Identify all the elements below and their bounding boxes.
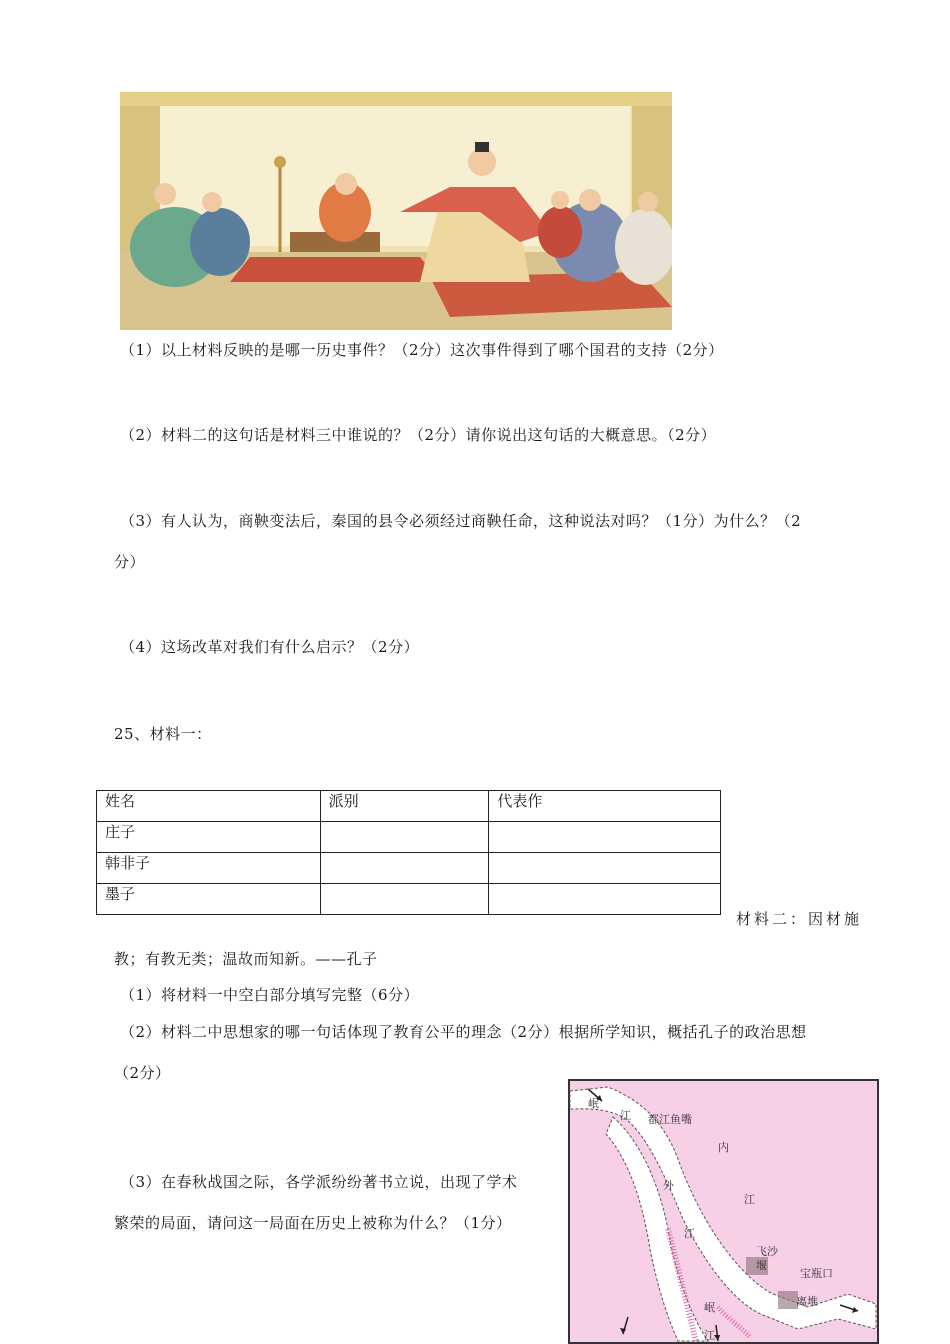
table-cell [320,884,489,915]
table-cell [489,822,721,853]
map-label-wai: 外 [663,1179,674,1192]
material-2-label: 材料二：因材施 [736,910,863,928]
table-cell [320,853,489,884]
map-label-feisha: 飞沙 [756,1245,778,1258]
question-25-2-continued: （2分） [114,1064,171,1082]
dujiangyan-map [568,1079,879,1344]
table-cell: 墨子 [97,884,321,915]
question-24-4: （4）这场改革对我们有什么启示？（2分） [120,638,420,656]
thinkers-table [96,790,721,915]
map-label-jiang: 江 [684,1227,695,1240]
table-cell [489,853,721,884]
map-label-jiang: 江 [620,1109,631,1122]
question-25-1: （1）将材料一中空白部分填写完整（6分） [120,986,420,1004]
map-label-baoping-kou: 宝瓶口 [800,1267,833,1280]
question-24-3: （3）有人认为，商鞅变法后，秦国的县令必须经过商鞅任命，这种说法对吗？（1分）为什么？（2 [120,512,802,530]
question-25-2: （2）材料二中思想家的哪一句话体现了教育公平的理念（2分）根据所学知识，概括孔子的政治思想 [120,1023,807,1041]
question-25-heading: 25、材料一： [114,725,212,743]
question-25-3-continued: 繁荣的局面，请问这一局面在历史上被称为什么？（1分） [114,1214,512,1232]
table-cell: 庄子 [97,822,321,853]
table-row [97,853,721,884]
map-label-min: 岷 [588,1097,599,1110]
map-label-jiang: 江 [704,1329,715,1342]
header-name: 姓名 [97,791,321,822]
map-label-nei: 内 [718,1141,729,1154]
header-works: 代表作 [489,791,721,822]
question-24-1: （1）以上材料反映的是哪一历史事件？（2分）这次事件得到了哪个国君的支持（2分） [120,341,724,359]
question-24-3-continued: 分） [114,553,146,571]
map-label-jiang: 江 [744,1193,755,1206]
table-header-row [97,791,721,822]
table-row [97,822,721,853]
table-cell [489,884,721,915]
table-cell: 韩非子 [97,853,321,884]
material-2-quote: 教；有教无类；温故而知新。——孔子 [114,950,378,968]
court-debate-illustration [120,92,672,330]
question-25-3: （3）在春秋战国之际，各学派纷纷著书立说，出现了学术 [120,1173,518,1191]
table-row [97,884,721,915]
map-label-min: 岷 [704,1301,715,1314]
question-24-2: （2）材料二的这句话是材料三中谁说的？（2分）请你说出这句话的大概意思。（2分） [120,426,717,444]
map-label-dujiang-yuzui: 都江鱼嘴 [648,1113,692,1126]
header-school: 派别 [320,791,489,822]
map-label-lidui: 离堆 [796,1295,818,1308]
table-cell [320,822,489,853]
map-label-yan: 堰 [756,1259,767,1272]
